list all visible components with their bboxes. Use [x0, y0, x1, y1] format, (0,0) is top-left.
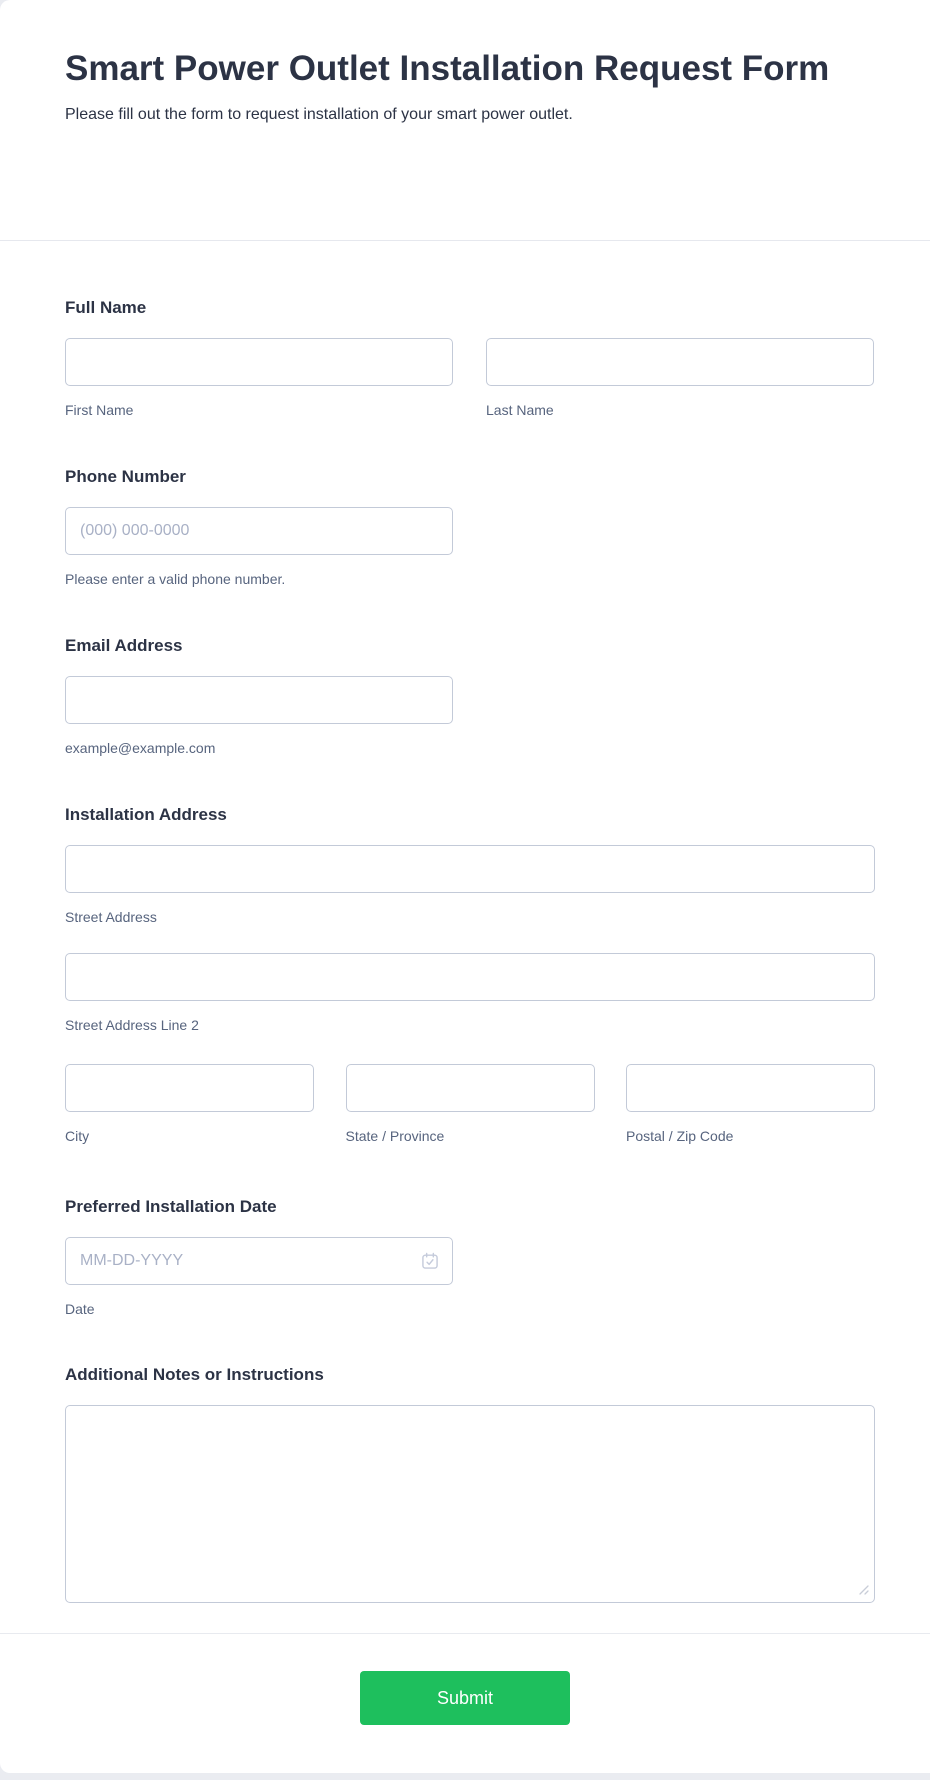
state-input[interactable]: [346, 1064, 595, 1112]
email-helper-text: example@example.com: [65, 740, 216, 756]
email-input[interactable]: [65, 676, 453, 724]
page-title: Smart Power Outlet Installation Request Form: [65, 49, 830, 88]
last-name-sublabel: Last Name: [486, 402, 554, 418]
notes-section: [65, 1364, 875, 1603]
city-input[interactable]: [65, 1064, 314, 1112]
notes-label: Additional Notes or Instructions: [65, 1365, 324, 1384]
email-section: [65, 635, 875, 756]
submit-bar: [0, 1633, 930, 1774]
address-label: Installation Address: [65, 805, 227, 824]
resize-handle-icon[interactable]: [856, 1582, 870, 1596]
calendar-check-icon[interactable]: [420, 1251, 440, 1271]
full-name-label: Full Name: [65, 298, 147, 317]
street-address-group: [65, 845, 875, 925]
submit-button[interactable]: Submit: [360, 1671, 570, 1725]
street-address-input[interactable]: [65, 845, 875, 893]
zip-sublabel: Postal / Zip Code: [626, 1128, 734, 1144]
notes-textarea-wrap: [65, 1405, 875, 1603]
full-name-section: [65, 297, 875, 418]
street-address2-sublabel: Street Address Line 2: [65, 1017, 199, 1033]
date-input[interactable]: [65, 1237, 453, 1285]
date-input-wrap: [65, 1237, 453, 1285]
notes-textarea[interactable]: [65, 1405, 875, 1603]
city-group: [65, 1064, 314, 1144]
zip-group: [626, 1064, 875, 1144]
street-address2-group: [65, 953, 875, 1033]
street-address-sublabel: Street Address: [65, 909, 157, 925]
city-state-zip-row: [65, 1064, 875, 1144]
phone-label: Phone Number: [65, 467, 186, 486]
date-sublabel: Date: [65, 1301, 95, 1317]
first-name-group: [65, 338, 453, 418]
phone-section: [65, 466, 875, 587]
date-label: Preferred Installation Date: [65, 1197, 277, 1216]
first-name-input[interactable]: [65, 338, 453, 386]
form-body: [0, 297, 930, 1603]
street-address2-input[interactable]: [65, 953, 875, 1001]
phone-input[interactable]: [65, 507, 453, 555]
email-label: Email Address: [65, 636, 183, 655]
last-name-input[interactable]: [486, 338, 874, 386]
state-group: [346, 1064, 595, 1144]
last-name-group: [486, 338, 874, 418]
form-header: [0, 0, 930, 241]
first-name-sublabel: First Name: [65, 402, 134, 418]
date-section: [65, 1196, 875, 1317]
zip-input[interactable]: [626, 1064, 875, 1112]
address-section: [65, 804, 875, 1144]
state-sublabel: State / Province: [345, 1128, 445, 1144]
city-sublabel: City: [65, 1128, 90, 1144]
page-subtitle: Please fill out the form to request installation of your smart power outlet.: [65, 106, 573, 123]
phone-helper-text: Please enter a valid phone number.: [65, 571, 286, 587]
